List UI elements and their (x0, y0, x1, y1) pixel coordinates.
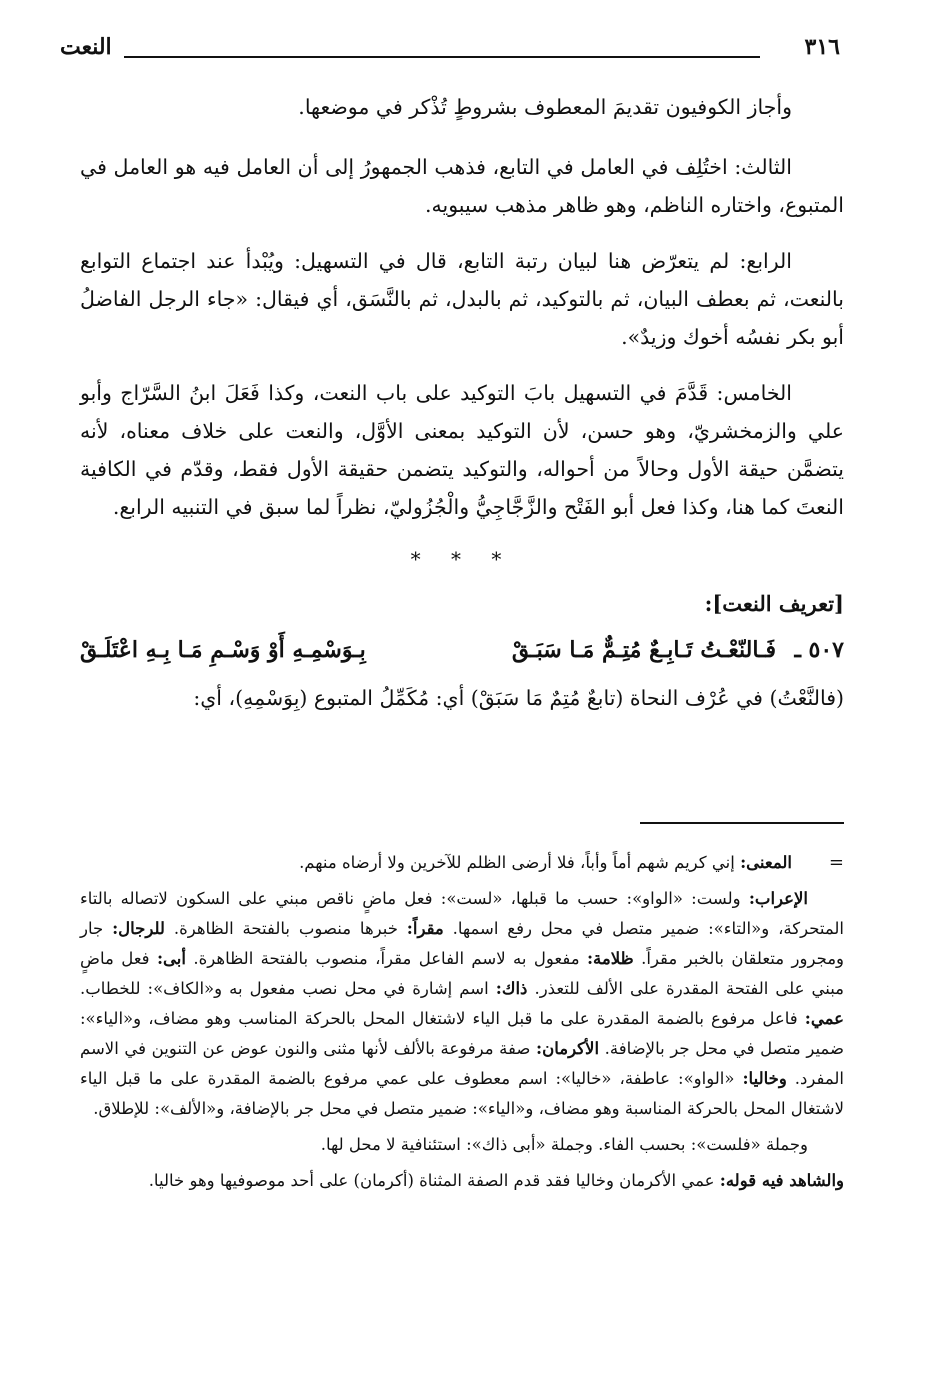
footnote-sentences: وجملة «فلست»: بحسب الفاء. وجملة «أبى ذاك»: استئنافية لا محل لها. (320, 1135, 808, 1154)
verse-commentary: (فالنَّعْتُ) في عُرْف النحاة (تابعٌ مُتِمٌ مَا سَبَقْ) أي: مُكَمِّلُ المتبوع (بِوَسْمِهِ)، أي: (193, 686, 844, 710)
verse-second-half: بِـوَسْمِـهِ أَوْ وَسْـمِ مَـا بِـهِ اعْتَلَـقْ (80, 637, 366, 663)
footnote-keyword: وخاليا: (742, 1069, 787, 1088)
footnote-text: فعل ماضٍ مبني على الفتحة المقدرة على الألف للتعذر. (80, 949, 845, 998)
footnote-lead: والشاهد فيه قوله: (719, 1171, 844, 1190)
verse-number: ٥٠٧ ـ (794, 637, 844, 663)
footnote-keyword: ذاك: (495, 979, 528, 998)
footnote-shahid (80, 1166, 844, 1196)
paragraph-lead: الثالث: (734, 155, 792, 179)
section-separator: * * * (410, 547, 514, 571)
footnote-rule (640, 822, 844, 824)
running-title: النعت (60, 34, 112, 60)
section-heading: [تعريف النعت]: (704, 591, 844, 616)
footnote-lead: الإعراب: (748, 889, 808, 908)
footnote-keyword: عمي: (804, 1009, 844, 1028)
paragraph-text: اختُلِف في العامل في التابع، فذهب الجمهورُ إلى أن العامل فيه هو العامل في المتبوع، واختاره الناظم، وهو ظاهر مذهب سيبويه. (80, 155, 844, 217)
paragraph-text: قَدَّمَ في التسهيل بابَ التوكيد على باب النعت، وكذا فَعَلَ ابنُ السَّرّاج وأبو علي والزمخشريّ، وهو حسن، لأن التوكيد بمعنى الأوَّل، والنعت على خلاف معناه، لأنه يتضمَّن حيقة الأول وحالاً من أحواله، والتوكيد يتضمن حقيقة الأول فقط، وقدّم في الكافية النعتَ كما هنا، وكذا فعل أبو الفَتْح والزَّجَّاجِيُّ والْجُزُوليّ، نظراً لما سبق في التنبيه الرابع. (80, 381, 844, 519)
paragraph-lead: الخامس: (716, 381, 792, 405)
footnote-text: جار ومجرور متعلقان بالخبر مقراً. (80, 919, 845, 968)
footnote-keyword: للرجال: (112, 919, 165, 938)
footnote-text: عمي الأكرمان وخاليا فقد قدم الصفة المثناة (أكرمان) على أحد موصوفيها وهو خاليا. (148, 1171, 715, 1190)
verse-line (80, 628, 844, 672)
page-header (60, 30, 840, 70)
footnote-keyword: أبى: (156, 949, 186, 968)
paragraph-fourth-note (80, 242, 844, 356)
main-text (80, 88, 844, 718)
footnote-text: فاعل مرفوع بالضمة المقدرة على ما قبل الياء لاشتغال المحل بالحركة المناسب وهو مضاف، و«الياء»: ضمير متصل في محل جر بالإضافة. (80, 1009, 844, 1058)
paragraph-text: لم يتعرّض هنا لبيان رتبة التابع، قال في التسهيل: ويُبْدأ عند اجتماع التوابع بالنعت، ثم بعطف البيان، ثم بالتوكيد، ثم بالبدل، ثم بالنَّسَق، أي فيقال: «جاء الرجل الفاضلُ أبو بكر نفسُه أخوك وزيدٌ». (80, 249, 844, 349)
verse-first-half: فَـالنّعْـتُ تَـابِـعٌ مُتِـمٌّ مَـا سَبَـقْ (511, 637, 776, 663)
footnote-keyword: ظلامة: (586, 949, 634, 968)
footnote-text: إني كريم شهم أماً وأباً، فلا أرضى الظلم للآخرين ولا أرضاه منهم. (299, 853, 735, 872)
paragraph-third-note (80, 148, 844, 224)
footnote-text: صفة مرفوعة بالألف لأنها مثنى والنون عوض عن التنوين في الاسم المفرد. (80, 1039, 844, 1088)
paragraph-fifth-note (80, 374, 844, 526)
header-rule (124, 56, 760, 58)
footnote-irab (80, 884, 844, 1124)
page-number: ٣١٦ (804, 34, 840, 60)
footnote-text: خبرها منصوب بالفتحة الظاهرة. (173, 919, 398, 938)
footnote-text: «الواو»: عاطفة، «خاليا»: اسم معطوف على عمي مرفوع بالضمة المقدرة على ما قبل الياء لاشتغال المحل بالحركة المناسبة وهو مضاف، و«الياء»: ضمير متصل في محل جر بالإضافة، و«الألف»: للإطلاق. (80, 1069, 844, 1118)
footnotes (80, 848, 844, 1202)
footnote-text: ولست: «الواو»: حسب ما قبلها، «لست»: فعل ماضٍ ناقص مبني على السكون لاتصاله بالتاء المتحركة، و«التاء»: ضمير متصل في محل رفع اسمها. (80, 889, 844, 938)
footnote-keyword: الأكرمان: (536, 1039, 600, 1058)
footnote-text: اسم إشارة في محل نصب مفعول به و«الكاف»: للخطاب. (80, 979, 489, 998)
paragraph-1: وأجاز الكوفيون تقديمَ المعطوف بشروطٍ تُذْكر في موضعها. (298, 95, 792, 119)
footnote-text: مفعول به لاسم الفاعل مقراً، منصوب بالفتحة الظاهرة. (193, 949, 580, 968)
paragraph-lead: الرابع: (739, 249, 792, 273)
continuation-mark: = (828, 852, 844, 873)
footnote-keyword: مقراً: (406, 919, 444, 938)
footnote-meaning (80, 848, 844, 878)
footnote-lead: المعنى: (740, 853, 792, 872)
